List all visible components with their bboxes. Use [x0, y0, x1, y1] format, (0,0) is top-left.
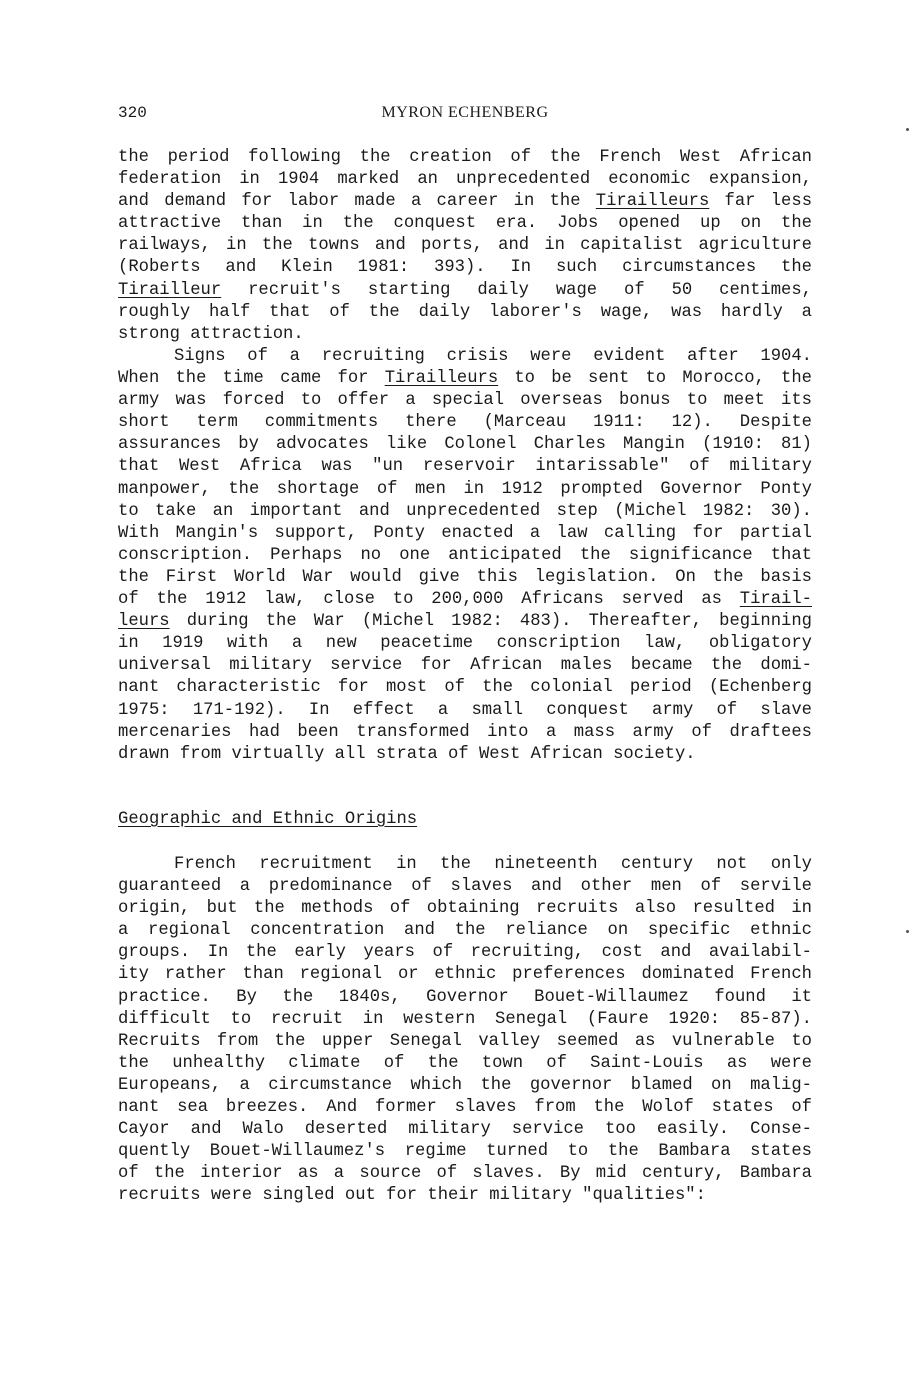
text-segment: to be sent to Morocco, the	[498, 369, 812, 389]
text-segment: attractive than in the conquest era. Jobs opened up on the	[118, 214, 812, 234]
scan-speck	[906, 930, 909, 933]
text-segment: to take an important and unprecedented step (Michel 1982: 30).	[118, 501, 812, 521]
text-line	[118, 964, 812, 986]
text-segment: nant sea breezes. And former slaves from the Wolof states of	[118, 1098, 812, 1118]
text-segment: groups. In the early years of recruiting, cost and availabil-	[118, 943, 812, 963]
text-segment: the First World War would give this legislation. On the basis	[118, 567, 812, 587]
text-segment: Recruits from the upper Senegal valley seemed as vulnerable to	[118, 1031, 812, 1051]
text-line	[118, 1163, 812, 1185]
text-segment: of the interior as a source of slaves. By mid century, Bambara	[118, 1164, 812, 1184]
text-line	[118, 169, 812, 191]
text-segment: far less	[709, 192, 813, 212]
text-line	[118, 633, 812, 655]
text-segment: strong attraction.	[118, 324, 304, 344]
text-line	[118, 501, 812, 523]
text-line	[118, 545, 812, 567]
text-line	[118, 920, 812, 942]
text-segment: Signs of a recruiting crisis were evident after 1904.	[174, 347, 812, 366]
page-number: 320	[118, 104, 147, 122]
text-segment: conscription. Perhaps no one anticipated the significance that	[118, 545, 812, 565]
text-line	[118, 1119, 812, 1141]
text-line	[118, 412, 812, 434]
text-line	[118, 346, 812, 368]
text-segment: army was forced to offer a special overseas bonus to meet its	[118, 391, 812, 411]
text-line	[118, 1053, 812, 1075]
text-segment: ity rather than regional or ethnic preferences dominated French	[118, 965, 812, 985]
running-head: MYRON ECHENBERG	[381, 104, 549, 121]
text-segment: quently Bouet-Willaumez's regime turned to the Bambara states	[118, 1142, 812, 1162]
paragraph-1	[118, 147, 812, 346]
text-segment: recruits were singled out for their military "qualities":	[118, 1186, 706, 1206]
text-segment: roughly half that of the daily laborer's wage, was hardly a	[118, 302, 812, 322]
underlined-term: leurs	[118, 612, 170, 632]
text-segment: Europeans, a circumstance which the governor blamed on malig-	[118, 1075, 812, 1095]
text-segment: With Mangin's support, Ponty enacted a law calling for partial	[118, 523, 812, 543]
text-line	[118, 479, 812, 501]
text-segment: railways, in the towns and ports, and in capitalist agriculture	[118, 236, 812, 256]
text-line	[118, 324, 812, 346]
text-segment: recruit's starting daily wage of 50 centimes,	[221, 280, 812, 300]
text-line	[118, 390, 812, 412]
text-segment: that West Africa was "un reservoir intarissable" of military	[118, 457, 812, 477]
text-segment: of the 1912 law, close to 200,000 Africans served as	[118, 590, 740, 610]
text-segment: difficult to recruit in western Senegal (Faure 1920: 85-87).	[118, 1009, 812, 1029]
section-heading-text: Geographic and Ethnic Origins	[118, 810, 418, 829]
text-line	[118, 1185, 812, 1207]
paragraph-3	[118, 854, 812, 1208]
underlined-term: Tirail-	[739, 590, 812, 610]
text-segment: the unhealthy climate of the town of Saint-Louis as were	[118, 1053, 812, 1073]
text-line	[118, 434, 812, 456]
text-segment: short term commitments there (Marceau 1911: 12). Despite	[118, 413, 812, 433]
page-header	[118, 104, 812, 128]
text-line	[118, 1141, 812, 1163]
text-line	[118, 854, 812, 876]
text-line	[118, 147, 812, 169]
underlined-term: Tirailleurs	[595, 192, 710, 212]
underlined-term: Tirailleur	[118, 280, 222, 300]
text-line	[118, 191, 812, 213]
text-segment: practice. By the 1840s, Governor Bouet-Willaumez found it	[118, 987, 812, 1007]
text-line	[118, 744, 812, 766]
text-line	[118, 987, 812, 1009]
text-segment: When the time came for	[118, 369, 385, 389]
text-segment: universal military service for African males became the domi-	[118, 656, 812, 676]
text-segment: federation in 1904 marked an unprecedented economic expansion,	[118, 170, 812, 190]
text-segment: a regional concentration and the reliance on specific ethnic	[118, 921, 812, 941]
text-line	[118, 898, 812, 920]
text-segment: French recruitment in the nineteenth century not only	[174, 855, 812, 874]
text-line	[118, 368, 812, 390]
text-segment: in 1919 with a new peacetime conscription law, obligatory	[118, 634, 812, 654]
paragraph-2	[118, 346, 812, 766]
text-segment: mercenaries had been transformed into a mass army of draftees	[118, 722, 812, 742]
text-line	[118, 257, 812, 279]
underlined-term: Tirailleurs	[384, 369, 499, 389]
text-line	[118, 942, 812, 964]
text-line	[118, 523, 812, 545]
text-line	[118, 722, 812, 744]
text-segment: nant characteristic for most of the colonial period (Echenberg	[118, 678, 812, 698]
text-line	[118, 456, 812, 478]
text-segment: manpower, the shortage of men in 1912 prompted Governor Ponty	[118, 479, 812, 499]
text-line	[118, 1031, 812, 1053]
text-segment: assurances by advocates like Colonel Charles Mangin (1910: 81)	[118, 435, 812, 455]
text-segment: 1975: 171-192). In effect a small conquest army of slave	[118, 700, 812, 720]
text-line	[118, 611, 812, 633]
text-segment: origin, but the methods of obtaining recruits also resulted in	[118, 899, 812, 919]
text-segment: guaranteed a predominance of slaves and other men of servile	[118, 877, 812, 897]
text-line	[118, 1097, 812, 1119]
text-segment: during the War (Michel 1982: 483). Thereafter, beginning	[169, 612, 812, 632]
text-segment: the period following the creation of the French West African	[118, 148, 812, 167]
text-line	[118, 1009, 812, 1031]
text-line	[118, 589, 812, 611]
text-line	[118, 876, 812, 898]
section-heading	[118, 809, 417, 831]
text-line	[118, 700, 812, 722]
text-line	[118, 280, 812, 302]
text-line	[118, 677, 812, 699]
text-line	[118, 1075, 812, 1097]
text-line	[118, 213, 812, 235]
text-segment: drawn from virtually all strata of West African society.	[118, 744, 696, 764]
text-segment: and demand for labor made a career in the	[118, 192, 596, 212]
text-line	[118, 302, 812, 324]
text-line	[118, 567, 812, 589]
text-line	[118, 655, 812, 677]
text-segment: Cayor and Walo deserted military service too easily. Conse-	[118, 1120, 812, 1140]
scan-speck	[906, 128, 909, 131]
text-segment: (Roberts and Klein 1981: 393). In such circumstances the	[118, 258, 812, 278]
text-line	[118, 235, 812, 257]
